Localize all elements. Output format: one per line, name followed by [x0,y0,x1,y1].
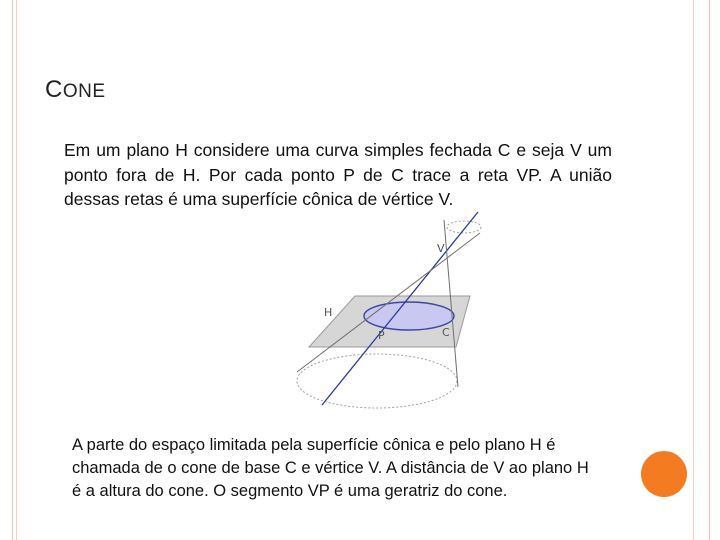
label-v: V [437,242,445,255]
slide-title [45,76,106,104]
cone-description-paragraph: A parte do espaço limitada pela superfície cônica e pelo plano H é chamada de o cone de base C e vértice V. A distância de V ao plano H é a altura do cone. O segmento VP é uma geratriz do cone. [72,436,589,500]
lower-nappe-ellipse [297,354,457,408]
accent-circle-icon [641,451,687,497]
frame-line-right [693,0,694,540]
title-initial: C [45,76,63,103]
base-curve-c [364,302,454,330]
label-c: C [442,326,450,339]
frame-line-left [16,0,17,540]
label-p: P [378,329,385,342]
cone-diagram [292,210,482,420]
upper-nappe-ellipse [447,221,481,233]
definition-paragraph: Em um plano H considere uma curva simples fechada C e seja V um ponto fora de H. Por cada ponto P de C trace a reta VP. A união dessas retas é uma superfície cônica de vértice V. [64,140,612,209]
title-rest: ONE [62,81,106,102]
label-h: H [324,306,333,319]
